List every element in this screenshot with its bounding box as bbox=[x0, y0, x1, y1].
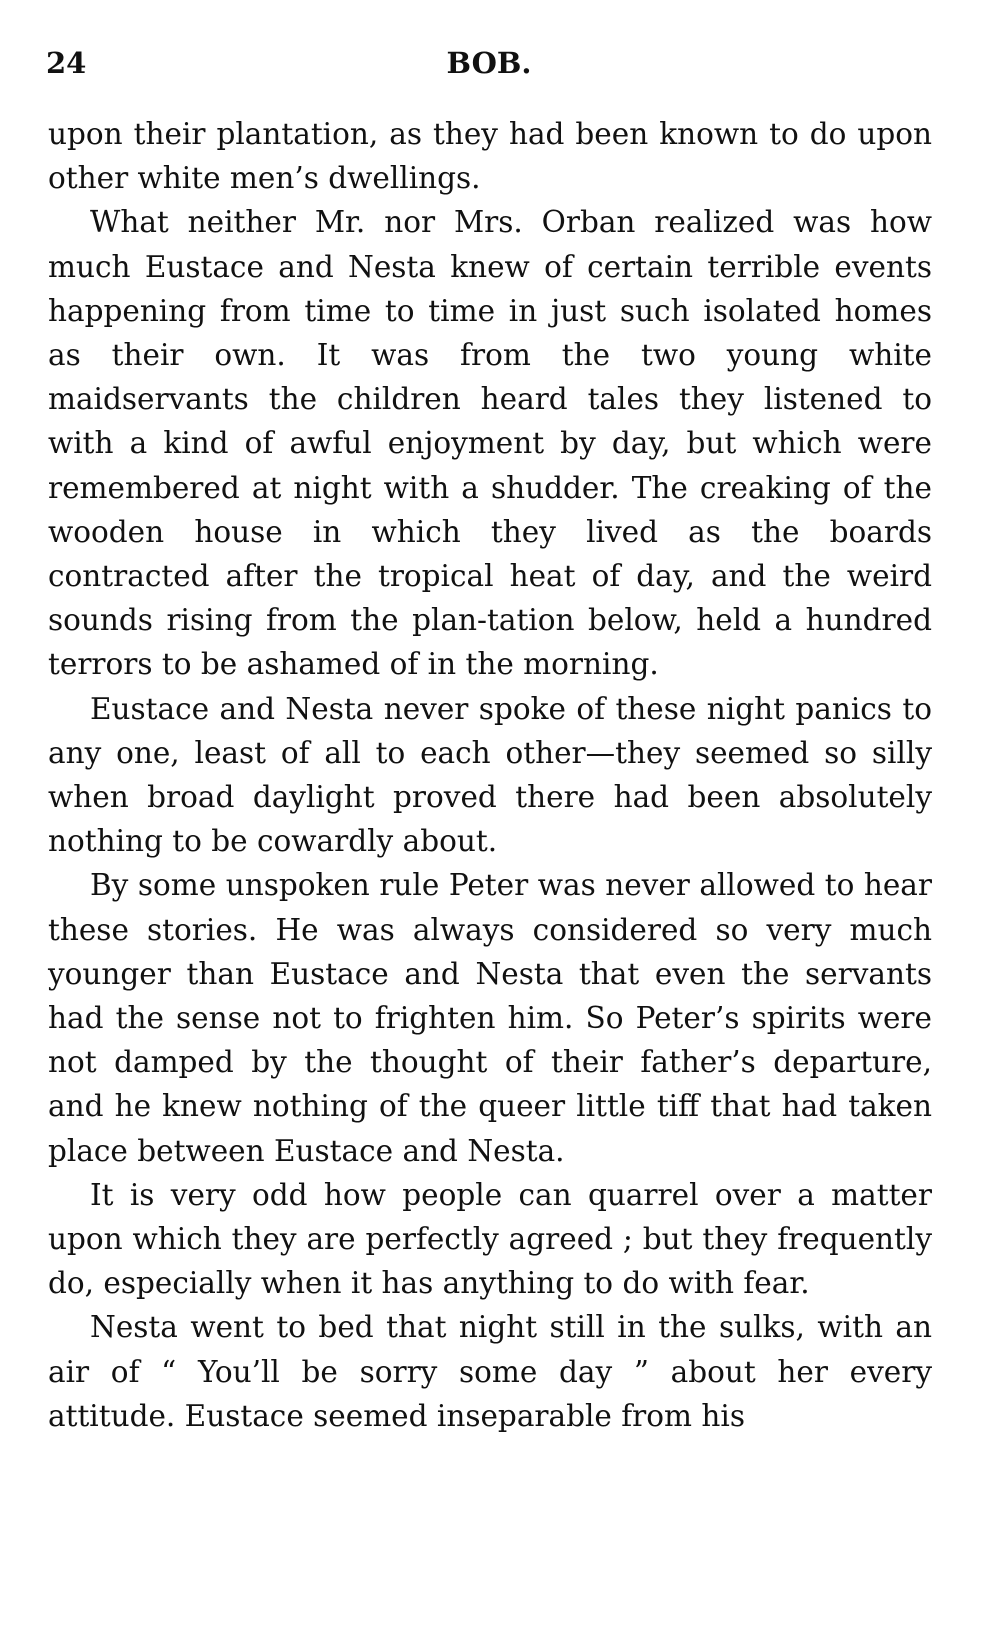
running-title: BOB. bbox=[446, 46, 532, 80]
paragraph: By some unspoken rule Peter was never allowed to hear these stories. He was always considered so very much younger than Eustace and Nesta that even the servants had the sense not to frighten him. So Peter’s spirits were not damped by the thought of their father’s departure, and he knew nothing of the queer little tiff that had taken place between Eustace and Nesta. bbox=[48, 868, 932, 1168]
body-text bbox=[48, 112, 932, 1438]
paragraph: Nesta went to bed that night still in the sulks, with an air of “ You’ll be sorry some day ” about her every attitude. Eustace seemed inseparable from his bbox=[48, 1310, 932, 1433]
paragraph-continued: upon their plantation, as they had been known to do upon other white men’s dwellings. bbox=[48, 117, 932, 196]
page-header bbox=[46, 40, 932, 90]
paragraph: It is very odd how people can quarrel over a matter upon which they are perfectly agreed ; but they frequently do, especially when it has anything to do with fear. bbox=[48, 1177, 932, 1301]
page-number: 24 bbox=[46, 46, 87, 80]
paragraph: Eustace and Nesta never spoke of these night panics to any one, least of all to each other—they seemed so silly when broad daylight proved there had been absolutely nothing to be cowardly about. bbox=[48, 691, 932, 859]
paragraph: What neither Mr. nor Mrs. Orban realized was how much Eustace and Nesta knew of certain terrible events happening from time to time in just such isolated homes as their own. It was from the two young white maidservants the children heard tales they listened to with a kind of awful enjoyment by day, but which were remembered at night with a shudder. The creaking of the wooden house in which they lived as the boards contracted after the tropical heat of day, and the weird sounds rising from the plan-tation below, held a hundred terrors to be ashamed of in the morning. bbox=[48, 205, 932, 682]
